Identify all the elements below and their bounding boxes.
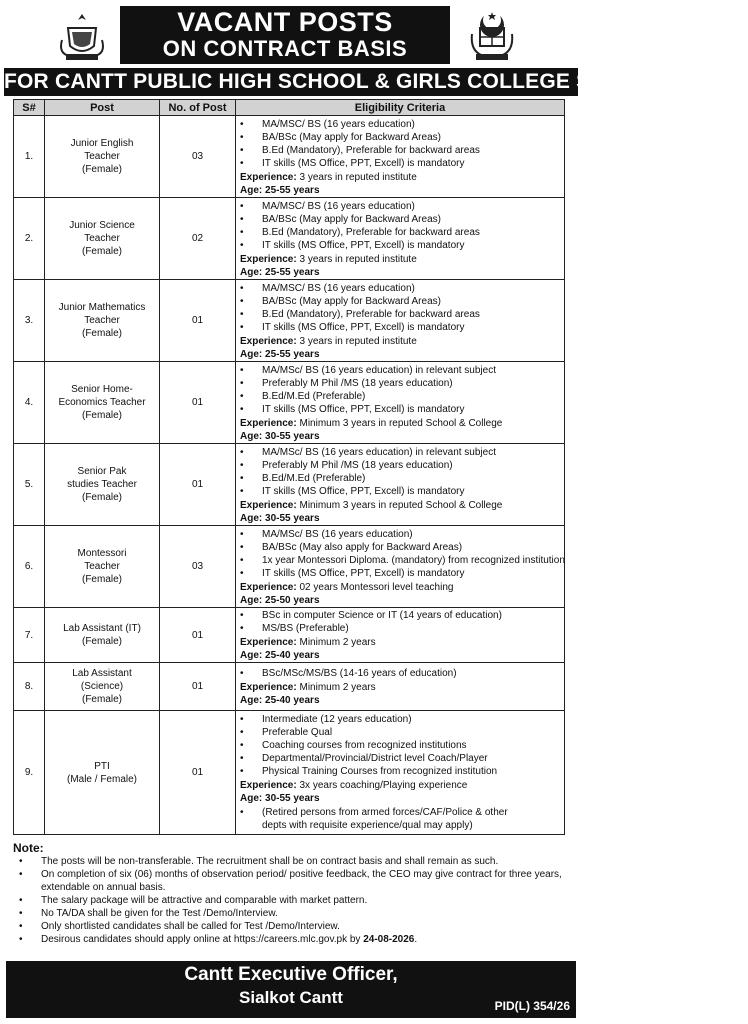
age-value: 25-55 years <box>265 266 320 278</box>
row-eligibility <box>236 526 565 608</box>
experience-line <box>236 636 564 649</box>
experience-label: Experience: <box>240 499 297 511</box>
criteria-item: • IT skills (MS Office, PPT, Excell) is mandatory <box>240 403 564 416</box>
experience-label: Experience: <box>240 335 297 347</box>
header <box>4 4 578 64</box>
experience-label: Experience: <box>240 682 297 693</box>
row-serial: 1. <box>14 116 45 198</box>
criteria-item: • IT skills (MS Office, PPT, Excell) is mandatory <box>240 321 564 334</box>
age-value: 30-55 years <box>265 512 320 524</box>
row-post-count: 01 <box>160 362 236 444</box>
row-serial: 6. <box>14 526 45 608</box>
crest-icon <box>56 10 108 62</box>
experience-line <box>236 779 564 792</box>
notes-list <box>13 855 564 946</box>
age-line <box>236 512 564 525</box>
post-line: (Science) <box>80 681 124 692</box>
criteria-item: • MA/MSC/ BS (16 years education) <box>240 118 564 131</box>
experience-line <box>236 681 564 694</box>
row-eligibility <box>236 362 565 444</box>
footer <box>6 961 576 1018</box>
row-eligibility <box>236 116 565 198</box>
criteria-list <box>236 281 564 335</box>
experience-value: Minimum 2 years <box>299 637 376 648</box>
age-line <box>236 694 564 707</box>
post-line: (Female) <box>81 164 122 175</box>
criteria-list <box>236 527 564 581</box>
row-post <box>45 116 160 198</box>
school-banner: FOR CANTT PUBLIC HIGH SCHOOL & GIRLS COLLEGE SIALKOT CANTT <box>4 68 578 96</box>
row-post-count: 02 <box>160 198 236 280</box>
row-eligibility <box>236 444 565 526</box>
age-line <box>236 266 564 279</box>
post-line: Junior Science <box>69 220 135 231</box>
age-value: 30-55 years <box>265 430 320 442</box>
row-serial: 5. <box>14 444 45 526</box>
post-line: PTI <box>94 760 110 772</box>
age-value: 25-40 years <box>265 650 320 661</box>
extra-note-line: depts with requisite experience/qual may apply) <box>262 820 473 831</box>
age-label: Age: <box>240 266 263 278</box>
notes-section <box>13 841 564 946</box>
age-label: Age: <box>240 184 263 196</box>
experience-line <box>236 499 564 512</box>
criteria-item: • Preferable Qual <box>240 726 564 739</box>
col-header-post: Post <box>45 100 160 116</box>
age-label: Age: <box>240 594 263 606</box>
col-header-eligibility: Eligibility Criteria <box>236 100 565 116</box>
note-item: • On completion of six (06) months of observation period/ positive feedback, the CEO may give contract for three years, extendable on annual basis. <box>19 868 564 894</box>
criteria-item: • B.Ed (Mandatory), Preferable for backward areas <box>240 226 564 239</box>
row-post-count: 01 <box>160 280 236 362</box>
criteria-item: • B.Ed (Mandatory), Preferable for backward areas <box>240 308 564 321</box>
row-post <box>45 663 160 711</box>
row-post-count: 01 <box>160 444 236 526</box>
post-line: Junior English <box>70 138 134 149</box>
apply-suffix: . <box>414 934 418 945</box>
issuer-title: Cantt Executive Officer, <box>184 964 398 985</box>
table-header-row <box>14 100 565 116</box>
experience-label: Experience: <box>240 581 297 593</box>
criteria-list <box>236 445 564 499</box>
post-line: Lab Assistant <box>72 668 132 679</box>
table-row <box>14 608 565 663</box>
notes-title: Note: <box>13 841 44 855</box>
age-value: 25-55 years <box>265 184 320 196</box>
criteria-item: • MA/MSc/ BS (16 years education) in relevant subject <box>240 446 564 459</box>
row-serial: 3. <box>14 280 45 362</box>
age-label: Age: <box>240 695 263 706</box>
age-label: Age: <box>240 650 263 661</box>
table-row <box>14 116 565 198</box>
post-line: (Male / Female) <box>66 773 137 785</box>
criteria-item: • B.Ed/M.Ed (Preferable) <box>240 472 564 485</box>
criteria-item: • MA/MSC/ BS (16 years education) <box>240 282 564 295</box>
title-box <box>120 6 450 64</box>
extra-note-list <box>236 805 564 833</box>
apply-deadline: 24-08-2026 <box>363 934 415 945</box>
criteria-list <box>236 712 564 779</box>
table-row <box>14 198 565 280</box>
criteria-list <box>236 666 564 681</box>
criteria-item: • BSc in computer Science or IT (14 years of education) <box>240 609 564 622</box>
row-post <box>45 362 160 444</box>
post-line: Lab Assistant (IT) <box>63 623 141 634</box>
post-line: Teacher <box>84 315 120 326</box>
post-line: Senior Pak <box>77 466 127 477</box>
col-header-sn: S# <box>14 100 45 116</box>
row-post <box>45 711 160 835</box>
post-line: Teacher <box>84 561 120 572</box>
age-value: 25-40 years <box>265 695 320 706</box>
post-line: (Female) <box>81 574 122 585</box>
experience-value: Minimum 3 years in reputed School & College <box>299 417 503 429</box>
post-line: (Female) <box>81 492 122 503</box>
post-line: Economics Teacher <box>58 397 146 408</box>
criteria-item: • Intermediate (12 years education) <box>240 713 564 726</box>
experience-label: Experience: <box>240 780 297 791</box>
row-eligibility <box>236 280 565 362</box>
experience-value: 3 years in reputed institute <box>299 253 417 265</box>
page-title: VACANT POSTS <box>177 7 393 37</box>
row-post <box>45 444 160 526</box>
table-row <box>14 280 565 362</box>
row-post <box>45 198 160 280</box>
post-line: Senior Home- <box>71 384 133 395</box>
experience-value: Minimum 3 years in reputed School & College <box>299 499 503 511</box>
row-post <box>45 526 160 608</box>
post-line: (Female) <box>81 636 122 647</box>
pid-reference: PID(L) 354/26 <box>494 999 570 1013</box>
experience-value: 3x years coaching/Playing experience <box>299 780 468 791</box>
vacancy-table <box>13 99 565 835</box>
row-serial: 4. <box>14 362 45 444</box>
criteria-item: • BA/BSc (May apply for Backward Areas) <box>240 295 564 308</box>
row-post-count: 03 <box>160 526 236 608</box>
criteria-item: • Preferably M Phil /MS (18 years education) <box>240 377 564 390</box>
criteria-item: • B.Ed (Mandatory), Preferable for backward areas <box>240 144 564 157</box>
criteria-item: • IT skills (MS Office, PPT, Excell) is mandatory <box>240 567 564 580</box>
table-row <box>14 663 565 711</box>
criteria-item: • BSc/MSc/MS/BS (14-16 years of education) <box>240 667 564 680</box>
post-line: (Female) <box>81 328 122 339</box>
criteria-item: • MA/MSC/ BS (16 years education) <box>240 200 564 213</box>
row-post-count: 03 <box>160 116 236 198</box>
row-post-count: 01 <box>160 608 236 663</box>
apply-instruction: Desirous candidates should apply online at https://careers.mlc.gov.pk by <box>41 934 364 945</box>
experience-value: 3 years in reputed institute <box>299 171 417 183</box>
row-eligibility <box>236 608 565 663</box>
criteria-item: • Physical Training Courses from recognized institution <box>240 765 564 778</box>
experience-line <box>236 171 564 184</box>
age-value: 25-50 years <box>265 594 320 606</box>
row-post-count: 01 <box>160 663 236 711</box>
advertisement-page <box>4 4 748 1020</box>
age-line <box>236 430 564 443</box>
row-post-count: 01 <box>160 711 236 835</box>
criteria-list <box>236 608 564 636</box>
criteria-list <box>236 117 564 171</box>
row-serial: 8. <box>14 663 45 711</box>
age-label: Age: <box>240 512 263 524</box>
extra-note-line: • (Retired persons from armed forces/CAF/Police & other <box>262 807 508 818</box>
note-item: • The posts will be non-transferable. The recruitment shall be on contract basis and shall remain as such. <box>19 855 564 868</box>
post-line: Junior Mathematics <box>58 302 146 313</box>
post-line: Teacher <box>84 233 120 244</box>
table-row <box>14 526 565 608</box>
age-value: 25-55 years <box>265 348 320 360</box>
page-subtitle: ON CONTRACT BASIS <box>162 36 408 61</box>
row-post <box>45 608 160 663</box>
age-line <box>236 792 564 805</box>
criteria-item: • IT skills (MS Office, PPT, Excell) is mandatory <box>240 157 564 170</box>
crescent-star-emblem-icon <box>466 10 518 62</box>
post-line: Montessori <box>77 548 127 559</box>
experience-label: Experience: <box>240 171 297 183</box>
row-eligibility <box>236 711 565 835</box>
post-line: studies Teacher <box>67 479 137 490</box>
criteria-item: • IT skills (MS Office, PPT, Excell) is mandatory <box>240 485 564 498</box>
criteria-item: • B.Ed/M.Ed (Preferable) <box>240 390 564 403</box>
criteria-item: • Preferably M Phil /MS (18 years education) <box>240 459 564 472</box>
age-line <box>236 348 564 361</box>
col-header-no-of-post: No. of Post <box>160 100 236 116</box>
age-label: Age: <box>240 793 263 804</box>
table-row <box>14 362 565 444</box>
experience-value: Minimum 2 years <box>299 682 376 693</box>
row-post <box>45 280 160 362</box>
age-line <box>236 594 564 607</box>
criteria-item: • BA/BSc (May also apply for Backward Areas) <box>240 541 564 554</box>
note-item-apply <box>19 933 564 946</box>
age-label: Age: <box>240 348 263 360</box>
experience-line <box>236 253 564 266</box>
note-item: • No TA/DA shall be given for the Test /Demo/Interview. <box>19 907 564 920</box>
experience-value: 3 years in reputed institute <box>299 335 417 347</box>
experience-line <box>236 335 564 348</box>
post-line: (Female) <box>81 246 122 257</box>
criteria-item: • BA/BSc (May apply for Backward Areas) <box>240 213 564 226</box>
criteria-item: • MA/MSc/ BS (16 years education) in relevant subject <box>240 364 564 377</box>
criteria-item: • Departmental/Provincial/District level Coach/Player <box>240 752 564 765</box>
age-value: 30-55 years <box>265 793 320 804</box>
post-line: Teacher <box>84 151 120 162</box>
age-line <box>236 649 564 662</box>
experience-label: Experience: <box>240 417 297 429</box>
table-row <box>14 444 565 526</box>
experience-value: 02 years Montessori level teaching <box>299 581 454 593</box>
post-line: (Female) <box>81 410 122 421</box>
row-serial: 7. <box>14 608 45 663</box>
criteria-item: • MS/BS (Preferable) <box>240 622 564 635</box>
criteria-item: • 1x year Montessori Diploma. (mandatory) from recognized institution <box>240 554 564 567</box>
note-item: • The salary package will be attractive and comparable with market pattern. <box>19 894 564 907</box>
criteria-item: • MA/MSc/ BS (16 years education) <box>240 528 564 541</box>
criteria-list <box>236 363 564 417</box>
experience-label: Experience: <box>240 637 297 648</box>
row-serial: 9. <box>14 711 45 835</box>
table-row <box>14 711 565 835</box>
post-line: (Female) <box>81 694 122 705</box>
age-line <box>236 184 564 197</box>
criteria-item: • IT skills (MS Office, PPT, Excell) is mandatory <box>240 239 564 252</box>
experience-label: Experience: <box>240 253 297 265</box>
note-item: • Only shortlisted candidates shall be called for Test /Demo/Interview. <box>19 920 564 933</box>
criteria-item: • BA/BSc (May apply for Backward Areas) <box>240 131 564 144</box>
experience-line <box>236 417 564 430</box>
criteria-item: • Coaching courses from recognized institutions <box>240 739 564 752</box>
row-serial: 2. <box>14 198 45 280</box>
age-label: Age: <box>240 430 263 442</box>
experience-line <box>236 581 564 594</box>
issuer-location: Sialkot Cantt <box>239 988 343 1007</box>
extra-note <box>240 806 564 832</box>
row-eligibility <box>236 663 565 711</box>
criteria-list <box>236 199 564 253</box>
row-eligibility <box>236 198 565 280</box>
